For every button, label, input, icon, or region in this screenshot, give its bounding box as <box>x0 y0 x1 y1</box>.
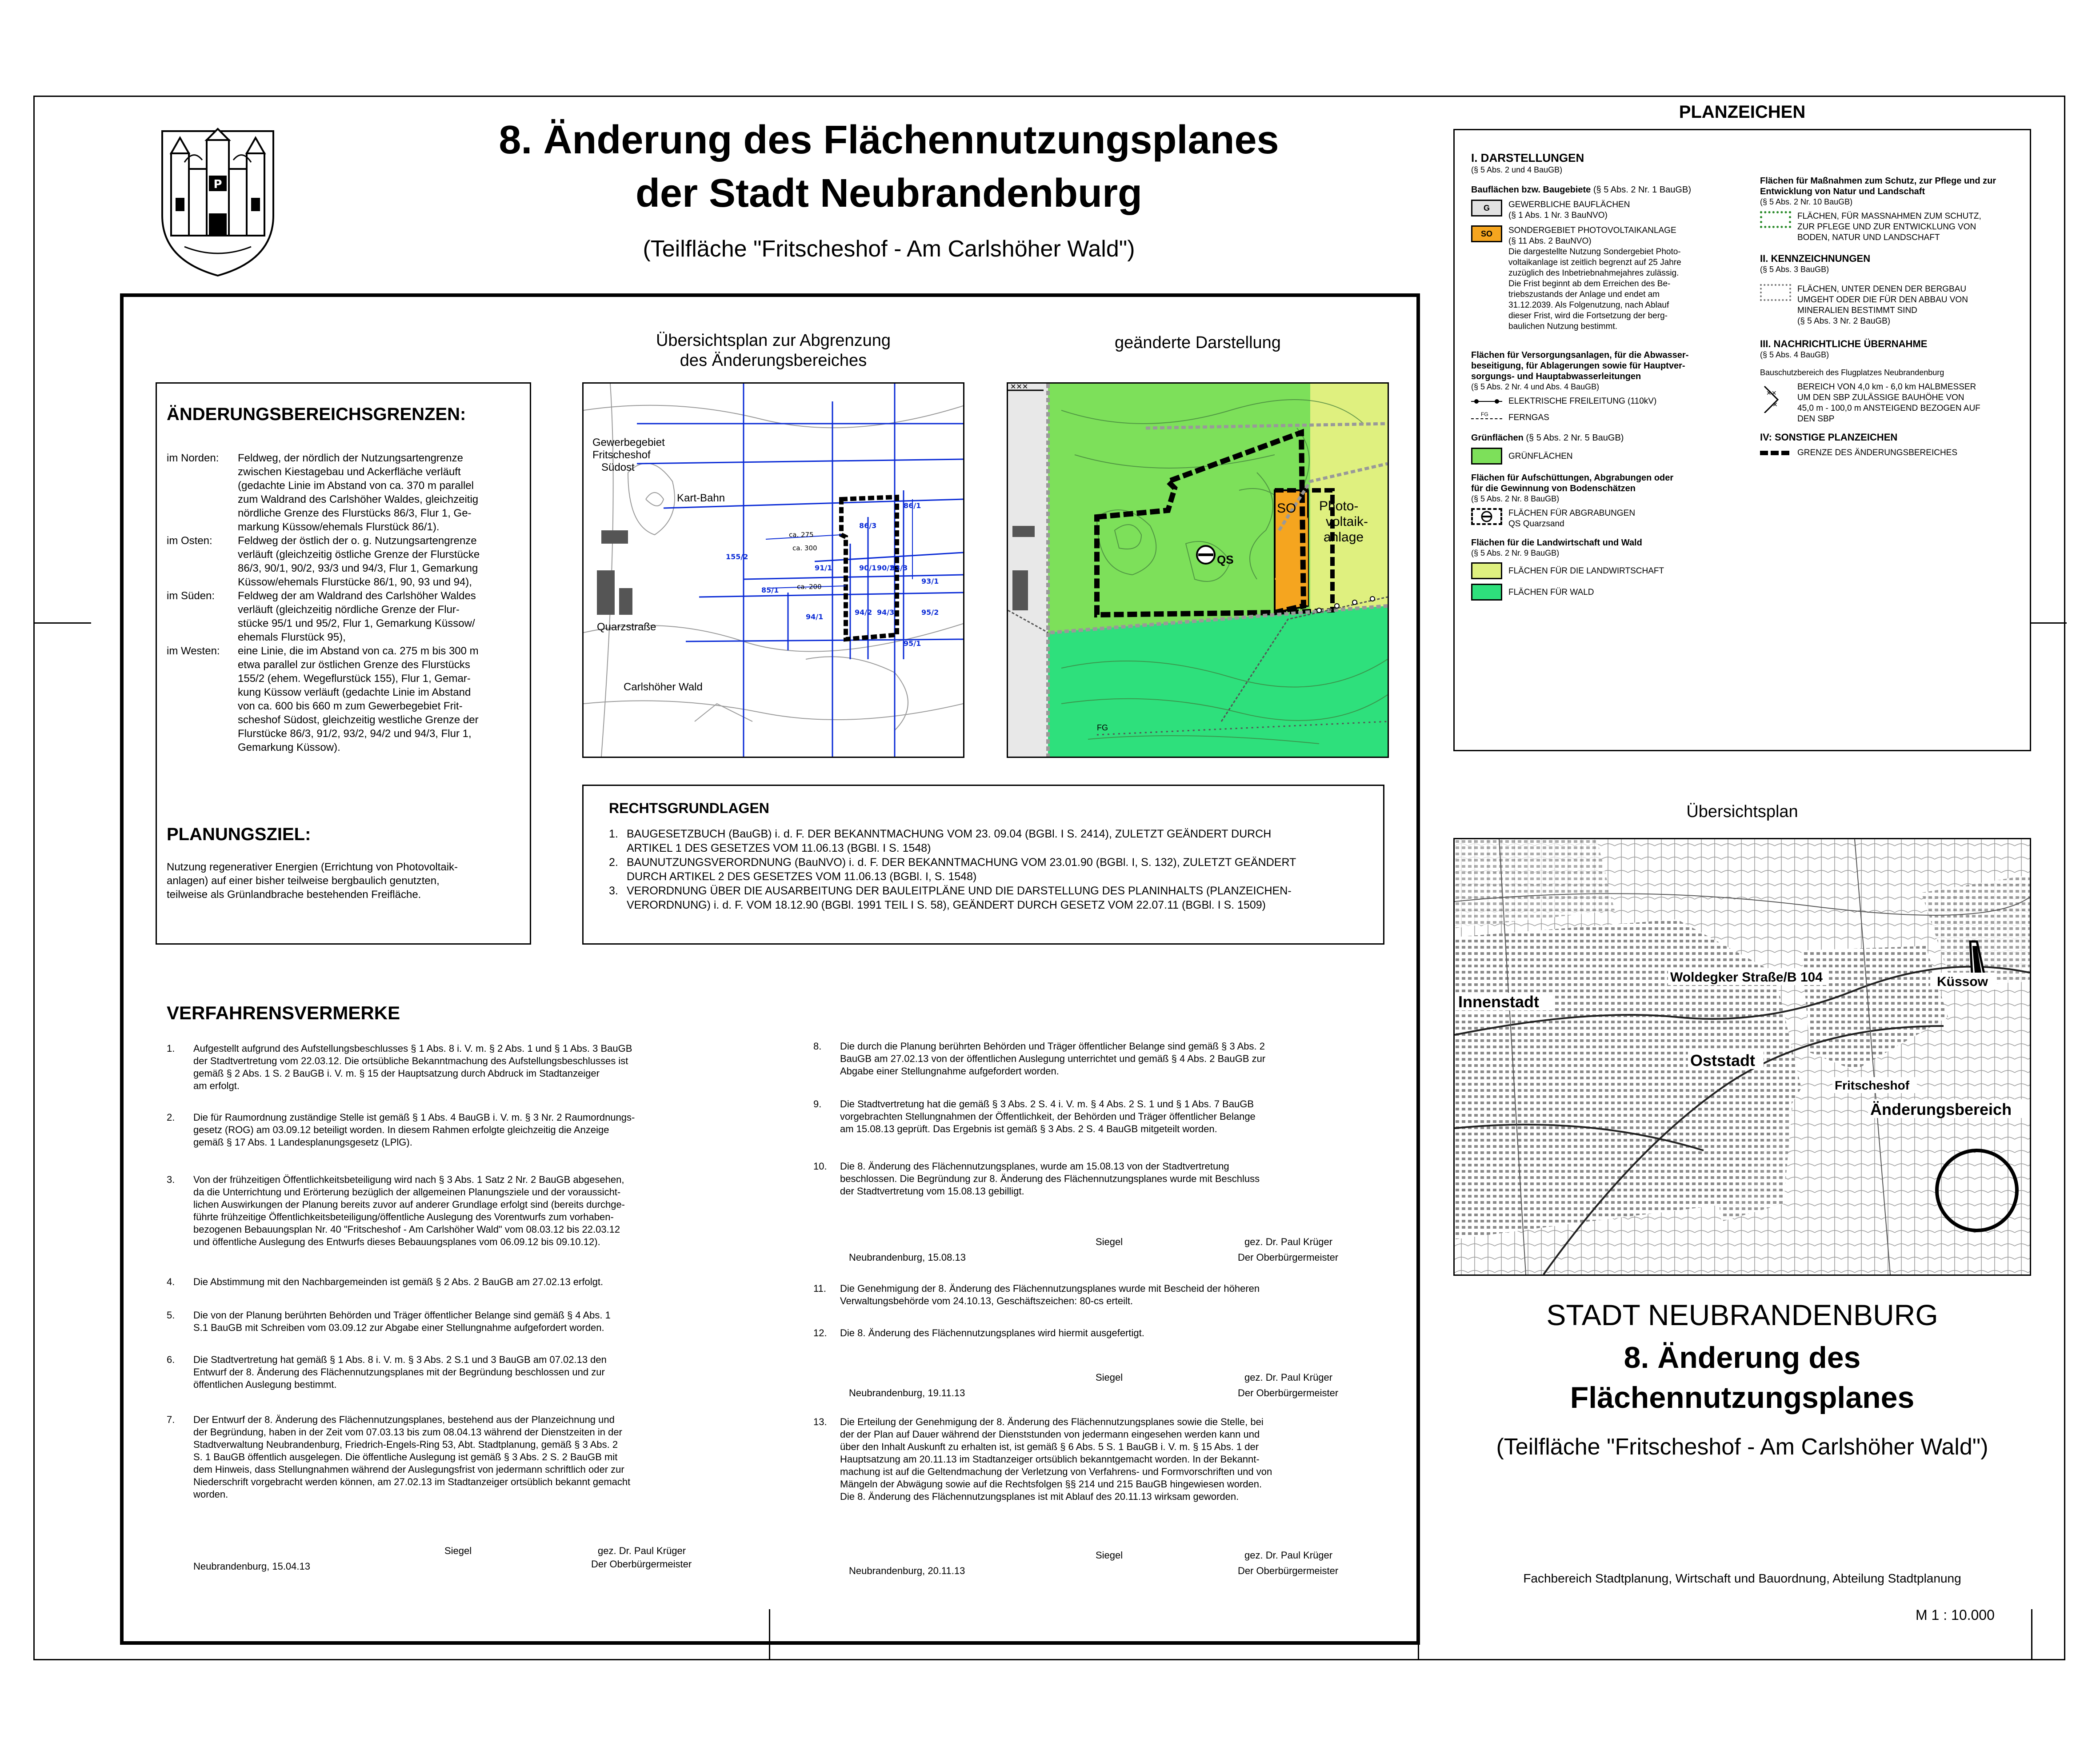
label-woldegker: Woldegker Straße/B 104 <box>1670 970 1823 985</box>
parcel-label: 94/2 <box>855 608 872 617</box>
footer-title-1: 8. Änderung des <box>1624 1341 1861 1374</box>
signature-role-1: Der Oberbürgermeister <box>591 1559 692 1570</box>
footer-scale: M 1 : 10.000 <box>1916 1607 1995 1623</box>
signature-name-1: gez. Dr. Paul Krüger <box>598 1545 686 1556</box>
planzeichen-title: PLANZEICHEN <box>1679 102 1806 122</box>
label-kussow: Küssow <box>1937 974 1988 989</box>
legend-ferngas: FG FERNGAS <box>1471 411 1756 425</box>
parcel-label: 155/2 <box>726 553 748 561</box>
footer-department: Fachbereich Stadtplanung, Wirtschaft und Bauordnung, Abteilung Stadtplanung <box>1523 1571 1961 1585</box>
svg-text:P: P <box>213 178 222 191</box>
boundary-line-icon <box>1760 449 1791 457</box>
planning-goal-text: Nutzung regenerativer Energien (Errichtung von Photovoltaik- anlagen) auf einer bisher teilweise bergbaulich genutzten, teilweise als Grünlandbrache bestehenden Freifläche. <box>167 861 458 901</box>
overview-map-title-1: Übersichtsplan zur Abgrenzung <box>656 331 891 350</box>
label-gewerbe-1: Gewerbegebiet <box>592 437 665 449</box>
boundary-south: im Süden: Feldweg der am Waldrand des Carlshöher Waldes verläuft (gleichzeitig nördliche Grenze der Flur- stücke 95/1 und 95/2, Flur 1, Gemarkung Küssow/ ehemals Flurstück 95), <box>167 590 476 643</box>
boundaries-list <box>167 451 527 754</box>
procedure-item-7: 7. Der Entwurf der 8. Änderung des Flächennutzungsplanes, bestehend aus der Planzeichnung und der Begründung, haben in der Zeit vom 07.03.13 bis zum 08.04.13 während der Dienstzeiten in der Stadtverwaltung Neubrandenburg, Friedrich-Engels-Ring 53, Abt. Stadtplanung, gemäß § 3 Abs. 2 S. 1 BauGB öffentlich ausgelegen. Die öffentliche Auslegung ist gemäß § 3 Abs. 2 S. 2 BauGB mit dem Hinweis, dass Stellungnahmen während der Auslegungsfrist von jedermann schriftlich oder zur Niederschrift vorgebracht werden können, am 27.02.13 im Stadtanzeiger ortsüblich bekannt gemacht worden. <box>167 1414 631 1500</box>
signature-role-2: Der Oberbürgermeister <box>1238 1252 1339 1263</box>
overview-map-title-2: des Änderungsbereiches <box>680 351 867 370</box>
legend-abgrabungen: FLÄCHEN FÜR ABGRABUNGEN QS Quarzsand <box>1471 508 1756 529</box>
procedure-item-1: 1. Aufgestellt aufgrund des Aufstellungsbeschlusses § 1 Abs. 8 i. V. m. § 2 Abs. 1 und § 1 Abs. 3 BauGB der Stadtvertretung vom 22.03.12. Die ortsübliche Bekanntmachung des Aufstellungsbeschlusses ist gemäß § 2 Abs. 1 S. 2 BauGB i. V. m. § 15 der Hauptsatzung durch Abdruck im Stadtanzeiger am erfolgt. <box>167 1043 632 1091</box>
boundary-north: im Norden: Feldweg, der nördlich der Nutzungsartengrenze zwischen Kiestagebau und Ackerfläche verläuft (gedachte Linie im Abstand von ca. 370 m parallel zum Waldrand des Carlshöher Waldes, gleichzeitig nördliche Grenze des Flurstücks 86/3, Flur 1, Ge- markung Küssow/ehemals Flurstück 86/1). <box>167 452 479 533</box>
parcel-label: 85/1 <box>761 586 779 594</box>
legend-grenze: GRENZE DES ÄNDERUNGSBEREICHES <box>1760 448 2027 458</box>
procedure-item-4: 4. Die Abstimmung mit den Nachbargemeinden ist gemäß § 2 Abs. 2 BauGB am 27.02.13 erfolgt. <box>167 1276 604 1287</box>
signature-name-4: gez. Dr. Paul Krüger <box>1244 1550 1333 1561</box>
footer-subtitle: (Teilfläche "Fritscheshof - Am Carlshöher Wald") <box>1496 1434 1988 1460</box>
parcel-label: 86/3 <box>859 521 877 530</box>
label-aenderungsbereich: Änderungsbereich <box>1870 1100 2012 1118</box>
fg-label: FG <box>1097 723 1108 732</box>
signature-role-3: Der Oberbürgermeister <box>1238 1387 1339 1398</box>
gas-line-icon: FG <box>1471 411 1502 425</box>
legend-power-line: ELEKTRISCHE FREILEITUNG (110kV) <box>1471 396 1756 407</box>
procedure-item-5: 5. Die von der Planung berührten Behörden und Träger öffentlicher Belange sind gemäß § 4 Abs. 1 S.1 BauGB mit Schreiben vom 03.09.12 zur Abgabe einer Stellungnahme aufgefordert worden. <box>167 1310 611 1333</box>
excavation-icon <box>1471 508 1502 525</box>
footer-city: STADT NEUBRANDENBURG <box>1546 1298 1938 1331</box>
label-gewerbe-3: Südost <box>601 461 635 473</box>
procedure-item-9: 9. Die Stadtvertretung hat die gemäß § 3 Abs. 2 S. 4 i. V. m. § 4 Abs. 2 S. 1 und § 1 Abs. 7 BauGB vorgebrachten Stellungnahmen der Öffentlichkeit, der Behörden und Träger öffentlicher Belange am 15.08.13 geprüft. Das Ergebnis ist gemäß § 3 Abs. 2 S. 4 BauGB mitgeteilt worden. <box>813 1098 1256 1134</box>
fold-mark-left <box>33 622 91 624</box>
fold-mark-right-v <box>2031 1609 2032 1660</box>
procedure-item-8: 8. Die durch die Planung berührten Behörden und Träger öffentlicher Belange sind gemäß § 3 Abs. 2 BauGB am 27.02.13 von der öffentlichen Auslegung unterrichtet und gemäß § 4 Abs. 2 BauGB zur Abgabe einer Stellungnahme aufgefordert worden. <box>813 1041 1266 1077</box>
signature-name-3: gez. Dr. Paul Krüger <box>1244 1372 1333 1383</box>
location-map-title: Übersichtsplan <box>1686 802 1798 821</box>
legend-bergbau: FLÄCHEN, UNTER DENEN DER BERGBAU UMGEHT ODER DIE FÜR DEN ABBAU VON MINERALIEN BESTIMMT SIND (§ 5 Abs. 3 Nr. 2 BauGB) <box>1760 284 2027 327</box>
footer-title-2: Flächennutzungsplanes <box>1570 1381 1915 1414</box>
parcel-label: 93/3 <box>890 564 908 572</box>
so-label: SO <box>1277 501 1296 516</box>
parcel-label: 90/2 <box>877 564 895 572</box>
parcel-label: 90/1 <box>859 564 877 572</box>
qs-label: QS <box>1217 553 1234 566</box>
label-quarzstrasse: Quarzstraße <box>597 621 656 633</box>
svg-text:✕✕: ✕✕ <box>1766 390 1777 397</box>
changed-map-title: geänderte Darstellung <box>1115 333 1281 352</box>
page-title-line2: der Stadt Neubrandenburg <box>635 171 1143 216</box>
label-carlshoeher-wald: Carlshöher Wald <box>624 681 703 693</box>
page-title-line1: 8. Änderung des Flächennutzungsplanes <box>499 118 1279 162</box>
power-line-icon <box>1471 396 1502 407</box>
procedure-item-11: 11. Die Genehmigung der 8. Änderung des Flächennutzungsplanes wurde mit Bescheid der höheren Verwaltungsbehörde vom 24.10.13, Geschäftszeichen: 80-cs erteilt. <box>813 1283 1260 1306</box>
procedure-item-2: 2. Die für Raumordnung zuständige Stelle ist gemäß § 1 Abs. 4 BauGB i. V. m. § 3 Nr. 2 Raumordnungs- gesetz (ROG) am 03.09.12 beteiligt worden. In diesem Rahmen erfolgte gleichzeitig die Anzeige gemäß § 17 Abs. 1 Landesplanungsgesetz (LPlG). <box>167 1112 635 1148</box>
legend-landwirtschaft: FLÄCHEN FÜR DIE LANDWIRTSCHAFT <box>1471 562 1756 579</box>
signature-role-4: Der Oberbürgermeister <box>1238 1565 1339 1576</box>
parcel-label: 91/1 <box>815 564 832 572</box>
procedure-item-3: 3. Von der frühzeitigen Öffentlichkeitsbeteiligung wird nach § 3 Abs. 1 Satz 2 Nr. 2 BauGB abgesehen, da die Unterrichtung und Erörterung bezüglich der allgemeinen Planungsziele und der voraussicht- lichen Auswirkungen der Planung bereits zuvor auf anderer Grundlage erfolgt sind (bereits durchge- führte frühzeitige Öffentlichkeitsbeteiligung/öffentliche Auslegung des Vorentwurfs zum vorhaben- bezogenen Bebauungsplan Nr. 40 "Fritscheshof - Am Carlshöher Wald" vom 08.03.12 bis 22.03.12 und öffentliche Auslegung des Entwurfs dieses Bebauungsplanes vom 06.09.12 bis 09.10.12). <box>167 1174 625 1247</box>
parcel-label: 94/3 <box>877 608 895 617</box>
legend-sondergebiet: SO SONDERGEBIET PHOTOVOLTAIKANLAGE (§ 11 Abs. 2 BauNVO) Die dargestellte Nutzung Sondergebiet Photo- voltaikanlage ist zeitlich begrenzt auf 25 Jahre zuzüglich des Inbetriebnahmejahres zulässig. Die Frist beginnt ab dem Erreichen des Be- triebszustands der Anlage und endet am 31.12.2039. Als Folgenutzung, nach Ablauf dieser Frist, wird die Fortsetzung der berg- baulichen Nutzung bestimmt. <box>1471 225 1756 332</box>
planzeichen-col-right: Flächen für Maßnahmen zum Schutz, zur Pflege und zur Entwicklung von Natur und Landschaft (§ 5 Abs. 2 Nr. 10 BauGB) FLÄCHEN, FÜR MASSNAHMEN ZUM SCHUTZ, ZUR PFLEGE UND ZUR ENTWICKLUNG VON BODEN, NATUR UND LANDSCHAFT II. KENNZEICHNUNGEN (§ 5 Abs. 3 BauGB) FLÄCHEN, UNTER DENEN DER BERGBAU UMGEHT ODER DIE FÜR DEN ABBAU VON MINERALIEN BESTIMMT SIND (§ 5 Abs. 3 Nr. 2 BauGB) III. NACHRICHTLICHE ÜBERNAHME (§ 5 Abs. 4 BauGB) Bauschutzbereich des Flugplatzes Neubrandenburg ✕✕ ✕ BEREICH VON 4,0 km - 6,0 km HALBMESSER UM DEN SBP ZULÄSSIGE BAUHÖHE VON 45,0 m - 100,0 m ANSTEIGEND BEZOGEN AUF DEN SBP IV: SONSTIGE PLANZEICHEN GRENZE DES ÄNDERUNGSBEREICHES <box>1760 176 2027 458</box>
overview-boundary-map <box>582 382 964 758</box>
procedure-item-13: 13. Die Erteilung der Genehmigung der 8. Änderung des Flächennutzungsplanes sowie die Stelle, bei der der Plan auf Dauer während der Dienststunden von jedermann eingesehen werden kann und über den Inhalt Auskunft zu erhalten ist, ist gemäß § 6 Abs. 5 S. 1 BauGB i. V. m. § 15 Abs. 1 der Hauptsatzung am 20.11.13 im Stadtanzeiger ortsüblich bekanntgemacht worden. In der Bekannt- machung ist auf die Geltendmachung der Verletzung von Verfahrens- und Formvorschriften und von Mängeln der Abwägung sowie auf die Rechtsfolgen §§ 214 und 215 BauGB hingewiesen worden. Die 8. Änderung des Flächennutzungsplanes ist mit Ablauf des 20.11.13 wirksam geworden. <box>813 1416 1272 1502</box>
fold-mark-right <box>2031 622 2067 624</box>
signature-seal-1: Siegel <box>444 1545 472 1556</box>
photo-label-2: voltaik- <box>1326 514 1368 529</box>
photo-label-1: Photo- <box>1319 499 1359 513</box>
legal-basis-list: 1. BAUGESETZBUCH (BauGB) i. d. F. DER BEKANNTMACHUNG VOM 23. 09.04 (BGBl. I S. 2414), ZULETZT GEÄNDERT DURCH ARTIKEL 1 DES GESETZES VOM 11.06.13 (BGBl. I S. 1548) 2. BAUNUTZUNGSVERORDNUNG (BauNVO) i. d. F. DER BEKANNTMACHUNG VOM 23.01.90 (BGBl. I, S. 132), ZULETZT GEÄNDERT DURCH ARTIKEL 2 DES GESETZES VOM 11.06.13 (BGBl. I, S. 1548) 3. VERORDNUNG ÜBER DIE AUSARBEITUNG DER BAULEITPLÄNE UND DIE DARSTELLUNG DES PLANINHALTS (PLANZEICHEN- VERORDNUNG) i. d. F. VOM 18.12.90 (BGBl. 1991 TEIL I S. 58), GEÄNDERT DURCH GESETZ VOM 22.07.11 (BGBl. I S. 1509) <box>609 828 1296 911</box>
signature-place-3: Neubrandenburg, 19.11.13 <box>849 1387 965 1398</box>
coat-of-arms-icon <box>158 127 278 278</box>
planning-goal-title: PLANUNGSZIEL: <box>167 825 311 844</box>
boundary-west: im Westen: eine Linie, die im Abstand von ca. 275 m bis 300 m etwa parallel zur östlichen Grenze des Flurstücks 155/2 (ehem. Wegeflurstück 155), Flur 1, Gemar- kung Küssow verläuft (gedachte Linie im Abstand von ca. 600 bis 660 m zum Gewerbegebiet Frit- scheshof Südost, gleichzeitig westliche Grenze der Flurstücke 86/3, 91/2, 93/2, 94/2 und 94/3, Flur 1, Gemarkung Küssow). <box>167 645 479 753</box>
svg-text:✕✕✕: ✕✕✕ <box>1010 384 1028 391</box>
airfield-zone-icon <box>1760 382 1791 425</box>
boundaries-title: ÄNDERUNGSBEREICHSGRENZEN: <box>167 405 466 424</box>
procedure-item-10: 10. Die 8. Änderung des Flächennutzungsplanes, wurde am 15.08.13 von der Stadtvertretung beschlossen. Die Begründung zur 8. Änderung des Flächennutzungsplanes wurde mit Beschluss der Stadtvertretung vom 15.08.13 gebilligt. <box>813 1161 1260 1197</box>
page-subtitle: (Teilfläche "Fritscheshof - Am Carlshöher Wald") <box>643 236 1135 262</box>
label-fritscheshof: Fritscheshof <box>1835 1078 1910 1092</box>
label-gewerbe-2: Fritscheshof <box>592 449 651 461</box>
dist-label-3: ca. 200 <box>797 583 822 591</box>
label-oststadt: Oststadt <box>1690 1051 1756 1070</box>
boundary-east: im Osten: Feldweg der östlich der o. g. Nutzungsartengrenze verläuft (gleichzeitig östliche Grenze der Flurstücke 86/3, 90/1, 90/2, 93/3 und 94/3, Flur 1, Gemarkung Küssow/ehemals Flurstücke 86/1, 90, 93 und 94), <box>167 535 480 588</box>
legend-bauschutz: ✕✕ ✕ BEREICH VON 4,0 km - 6,0 km HALBMESSER UM DEN SBP ZULÄSSIGE BAUHÖHE VON 45,0 m - 100,0 m ANSTEIGEND BEZOGEN AUF DEN SBP <box>1760 382 2027 425</box>
signature-seal-4: Siegel <box>1096 1550 1123 1561</box>
dist-label-2: ca. 300 <box>792 544 817 552</box>
parcel-label: 94/1 <box>806 613 824 621</box>
legend-wald: FLÄCHEN FÜR WALD <box>1471 584 1756 601</box>
signature-seal-3: Siegel <box>1096 1372 1123 1383</box>
photo-label-3: anlage <box>1324 530 1364 545</box>
svg-text:✕: ✕ <box>1772 401 1778 409</box>
parcel-label: 86/1 <box>904 501 921 510</box>
signature-name-2: gez. Dr. Paul Krüger <box>1244 1236 1333 1247</box>
legal-basis-title: RECHTSGRUNDLAGEN <box>609 800 769 816</box>
parcel-label: 95/1 <box>904 639 921 648</box>
procedure-title: VERFAHRENSVERMERKE <box>167 1002 400 1023</box>
legend-schutz: FLÄCHEN, FÜR MASSNAHMEN ZUM SCHUTZ, ZUR PFLEGE UND ZUR ENTWICKLUNG VON BODEN, NATUR UND LANDSCHAFT <box>1760 211 2027 243</box>
parcel-label: 95/2 <box>921 608 939 617</box>
location-map <box>1453 838 2031 1276</box>
signature-place-4: Neubrandenburg, 20.11.13 <box>849 1565 965 1576</box>
signature-seal-2: Siegel <box>1096 1236 1123 1247</box>
procedure-item-12: 12. Die 8. Änderung des Flächennutzungsplanes wird hiermit ausgefertigt. <box>813 1327 1144 1338</box>
changed-representation-map <box>1007 382 1389 758</box>
label-innenstadt: Innenstadt <box>1458 993 1540 1011</box>
dist-label-1: ca. 275 <box>789 531 814 539</box>
legend-gruen: GRÜNFLÄCHEN <box>1471 448 1756 465</box>
procedure-item-6: 6. Die Stadtvertretung hat gemäß § 1 Abs. 8 i. V. m. § 3 Abs. 2 S.1 und 3 BauGB am 07.02.13 den Entwurf der 8. Änderung des Flächennutzungsplanes mit der Begründung beschlossen und zur öffentlichen Auslegung bestimmt. <box>167 1354 607 1390</box>
parcel-label: 93/1 <box>921 577 939 585</box>
signature-place-1: Neubrandenburg, 15.04.13 <box>193 1561 310 1572</box>
legend-gewerbe: G GEWERBLICHE BAUFLÄCHEN (§ 1 Abs. 1 Nr. 3 BauNVO) <box>1471 200 1756 221</box>
planzeichen-col-left: I. DARSTELLUNGEN (§ 5 Abs. 2 und 4 BauGB) Bauflächen bzw. Baugebiete (§ 5 Abs. 2 Nr. 1 BauGB) G GEWERBLICHE BAUFLÄCHEN (§ 1 Abs. 1 Nr. 3 BauNVO) SO SONDERGEBIET PHOTOVOLTAIKANLAGE (§ 11 Abs. 2 BauNVO) Die dargestellte Nutzung Sondergebiet Photo- voltaikanlage ist zeitlich begrenzt auf 25 Jahre zuzüglich des Inbetriebnahmejahres zulässig. Die Frist beginnt ab dem Erreichen des Be- triebszustands der Anlage und endet am 31.12.2039. Als Folgenutzung, nach Ablauf dieser Frist, wird die Fortsetzung der berg- baulichen Nutzung bestimmt. Flächen für Versorgungsanlagen, für die Abwasser- beseitigung, für Ablagerungen sowie für Hauptver- sorgungs- und Hauptabwasserleitungen (§ 5 Abs. 2 Nr. 4 und Abs. 4 BauGB) ELEKTRISCHE FREILEITUNG (110kV) FG FERNGAS Grünflächen (§ 5 Abs. 2 Nr. 5 BauGB) GRÜNFLÄCHEN Flächen für Aufschüttungen, Abgrabungen oder für die Gewinnung von Bodenschätzen (§ 5 Abs. 2 Nr. 8 BauGB) FLÄCHEN FÜR ABGRABUNGEN QS Quarzsand Flächen für die Landwirtschaft und Wald (§ 5 Abs. 2 Nr. 9 BauGB) FLÄCHEN FÜR DIE LANDWIRTSCHAFT FLÄCHEN FÜR WALD <box>1471 151 1756 601</box>
label-kart-bahn: Kart-Bahn <box>677 492 725 504</box>
signature-place-2: Neubrandenburg, 15.08.13 <box>849 1252 966 1263</box>
